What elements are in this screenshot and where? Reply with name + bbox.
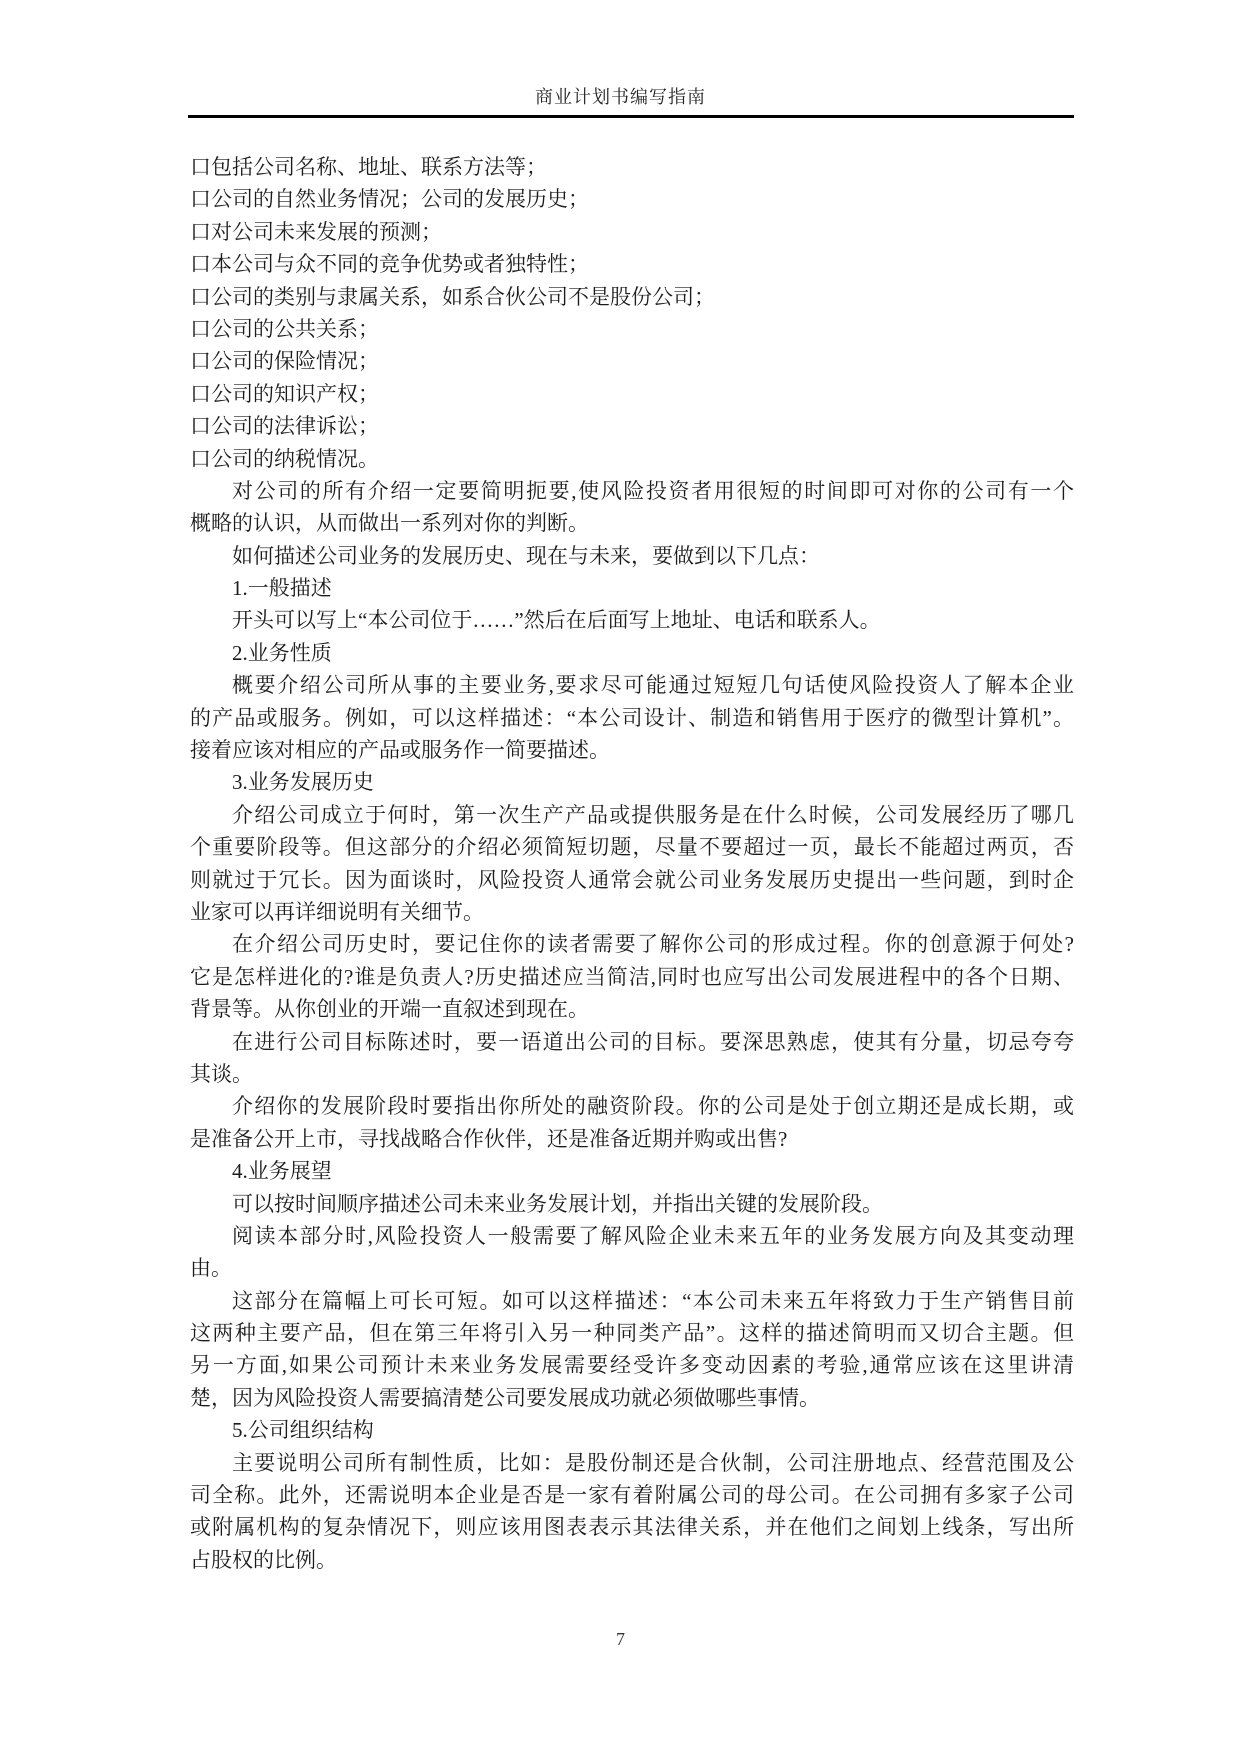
header-rule	[188, 115, 1074, 118]
text-line: 背景等。从你创业的开端一直叙述到现在。	[190, 997, 589, 1022]
text-line: 在介绍公司历史时，要记住你的读者需要了解你公司的形成过程。你的创意源于何处?	[232, 932, 1074, 957]
section-heading-line: 1.一般描述	[232, 576, 332, 601]
checklist-line: 口公司的公共关系；	[190, 316, 379, 341]
checklist-line: 口对公司未来发展的预测；	[190, 219, 442, 244]
text-line: 介绍公司成立于何时，第一次生产产品或提供服务是在什么时候，公司发展经历了哪几	[232, 802, 1074, 827]
checklist-line: 口公司的知识产权；	[190, 381, 379, 406]
text-line: 它是怎样进化的?谁是负责人?历史描述应当简洁,同时也应写出公司发展进程中的各个日期、	[190, 964, 1074, 989]
checklist-line: 口公司的法律诉讼；	[190, 414, 379, 439]
page-number: 7	[616, 1629, 625, 1649]
text-line: 阅读本部分时,风险投资人一般需要了解风险企业未来五年的业务发展方向及其变动理	[232, 1223, 1074, 1248]
text-line: 对公司的所有介绍一定要简明扼要,使风险投资者用很短的时间即可对你的公司有一个	[232, 478, 1074, 503]
section-heading-line: 2.业务性质	[232, 640, 332, 665]
text-line: 则就过于冗长。因为面谈时，风险投资人通常会就公司业务发展历史提出一些问题，到时企	[190, 867, 1074, 892]
text-line: 个重要阶段等。但这部分的介绍必须简短切题，尽量不要超过一页，最长不能超过两页，否	[190, 835, 1074, 860]
text-line: 楚，因为风险投资人需要搞清楚公司要发展成功就必须做哪些事情。	[190, 1385, 820, 1410]
checklist-line: 口本公司与众不同的竞争优势或者独特性；	[190, 252, 589, 277]
text-line: 如何描述公司业务的发展历史、现在与未来，要做到以下几点：	[232, 543, 820, 568]
checklist-line: 口公司的纳税情况。	[190, 446, 379, 471]
section-heading-line: 5.公司组织结构	[232, 1418, 374, 1443]
text-line: 占股权的比例。	[190, 1547, 337, 1572]
document-body	[190, 151, 1074, 1576]
text-line: 司全称。此外，还需说明本企业是否是一家有着附属公司的母公司。在公司拥有多家子公司	[190, 1483, 1074, 1508]
page-header-title: 商业计划书编写指南	[535, 87, 706, 107]
text-line: 这两种主要产品，但在第三年将引入另一种同类产品”。这样的描述简明而又切合主题。但	[190, 1321, 1074, 1346]
text-line: 可以按时间顺序描述公司未来业务发展计划，并指出关键的发展阶段。	[232, 1191, 883, 1216]
text-line: 另一方面,如果公司预计未来业务发展需要经受许多变动因素的考验,通常应该在这里讲清	[190, 1353, 1074, 1378]
checklist-line: 口公司的类别与隶属关系，如系合伙公司不是股份公司；	[190, 284, 715, 309]
text-line: 这部分在篇幅上可长可短。如可以这样描述：“本公司未来五年将致力于生产销售目前	[232, 1288, 1074, 1313]
text-line: 主要说明公司所有制性质，比如：是股份制还是合伙制，公司注册地点、经营范围及公	[232, 1450, 1074, 1475]
text-line: 在进行公司目标陈述时，要一语道出公司的目标。要深思熟虑，使其有分量，切忌夸夸	[232, 1029, 1074, 1054]
text-line: 的产品或服务。例如，可以这样描述：“本公司设计、制造和销售用于医疗的微型计算机”。	[190, 705, 1074, 730]
text-line: 业家可以再详细说明有关细节。	[190, 899, 484, 924]
text-line: 是准备公开上市，寻找战略合作伙伴，还是准备近期并购或出售?	[190, 1126, 788, 1151]
text-line: 概要介绍公司所从事的主要业务,要求尽可能通过短短几句话使风险投资人了解本企业	[232, 673, 1074, 698]
section-heading-line: 3.业务发展历史	[232, 770, 374, 795]
text-line: 介绍你的发展阶段时要指出你所处的融资阶段。你的公司是处于创立期还是成长期，或	[232, 1094, 1074, 1119]
section-heading-line: 4.业务展望	[232, 1159, 332, 1184]
checklist-line: 口公司的保险情况；	[190, 349, 379, 374]
text-line: 由。	[190, 1256, 232, 1281]
checklist-line: 口包括公司名称、地址、联系方法等；	[190, 155, 547, 179]
text-line: 概略的认识，从而做出一系列对你的判断。	[190, 511, 589, 536]
text-line: 其谈。	[190, 1061, 253, 1086]
text-line: 开头可以写上“本公司位于……”然后在后面写上地址、电话和联系人。	[232, 608, 881, 633]
text-line: 或附属机构的复杂情况下，则应该用图表表示其法律关系，并在他们之间划上线条，写出所	[190, 1515, 1074, 1540]
checklist-line: 口公司的自然业务情况；公司的发展历史；	[190, 187, 589, 212]
text-line: 接着应该对相应的产品或服务作一简要描述。	[190, 738, 610, 763]
